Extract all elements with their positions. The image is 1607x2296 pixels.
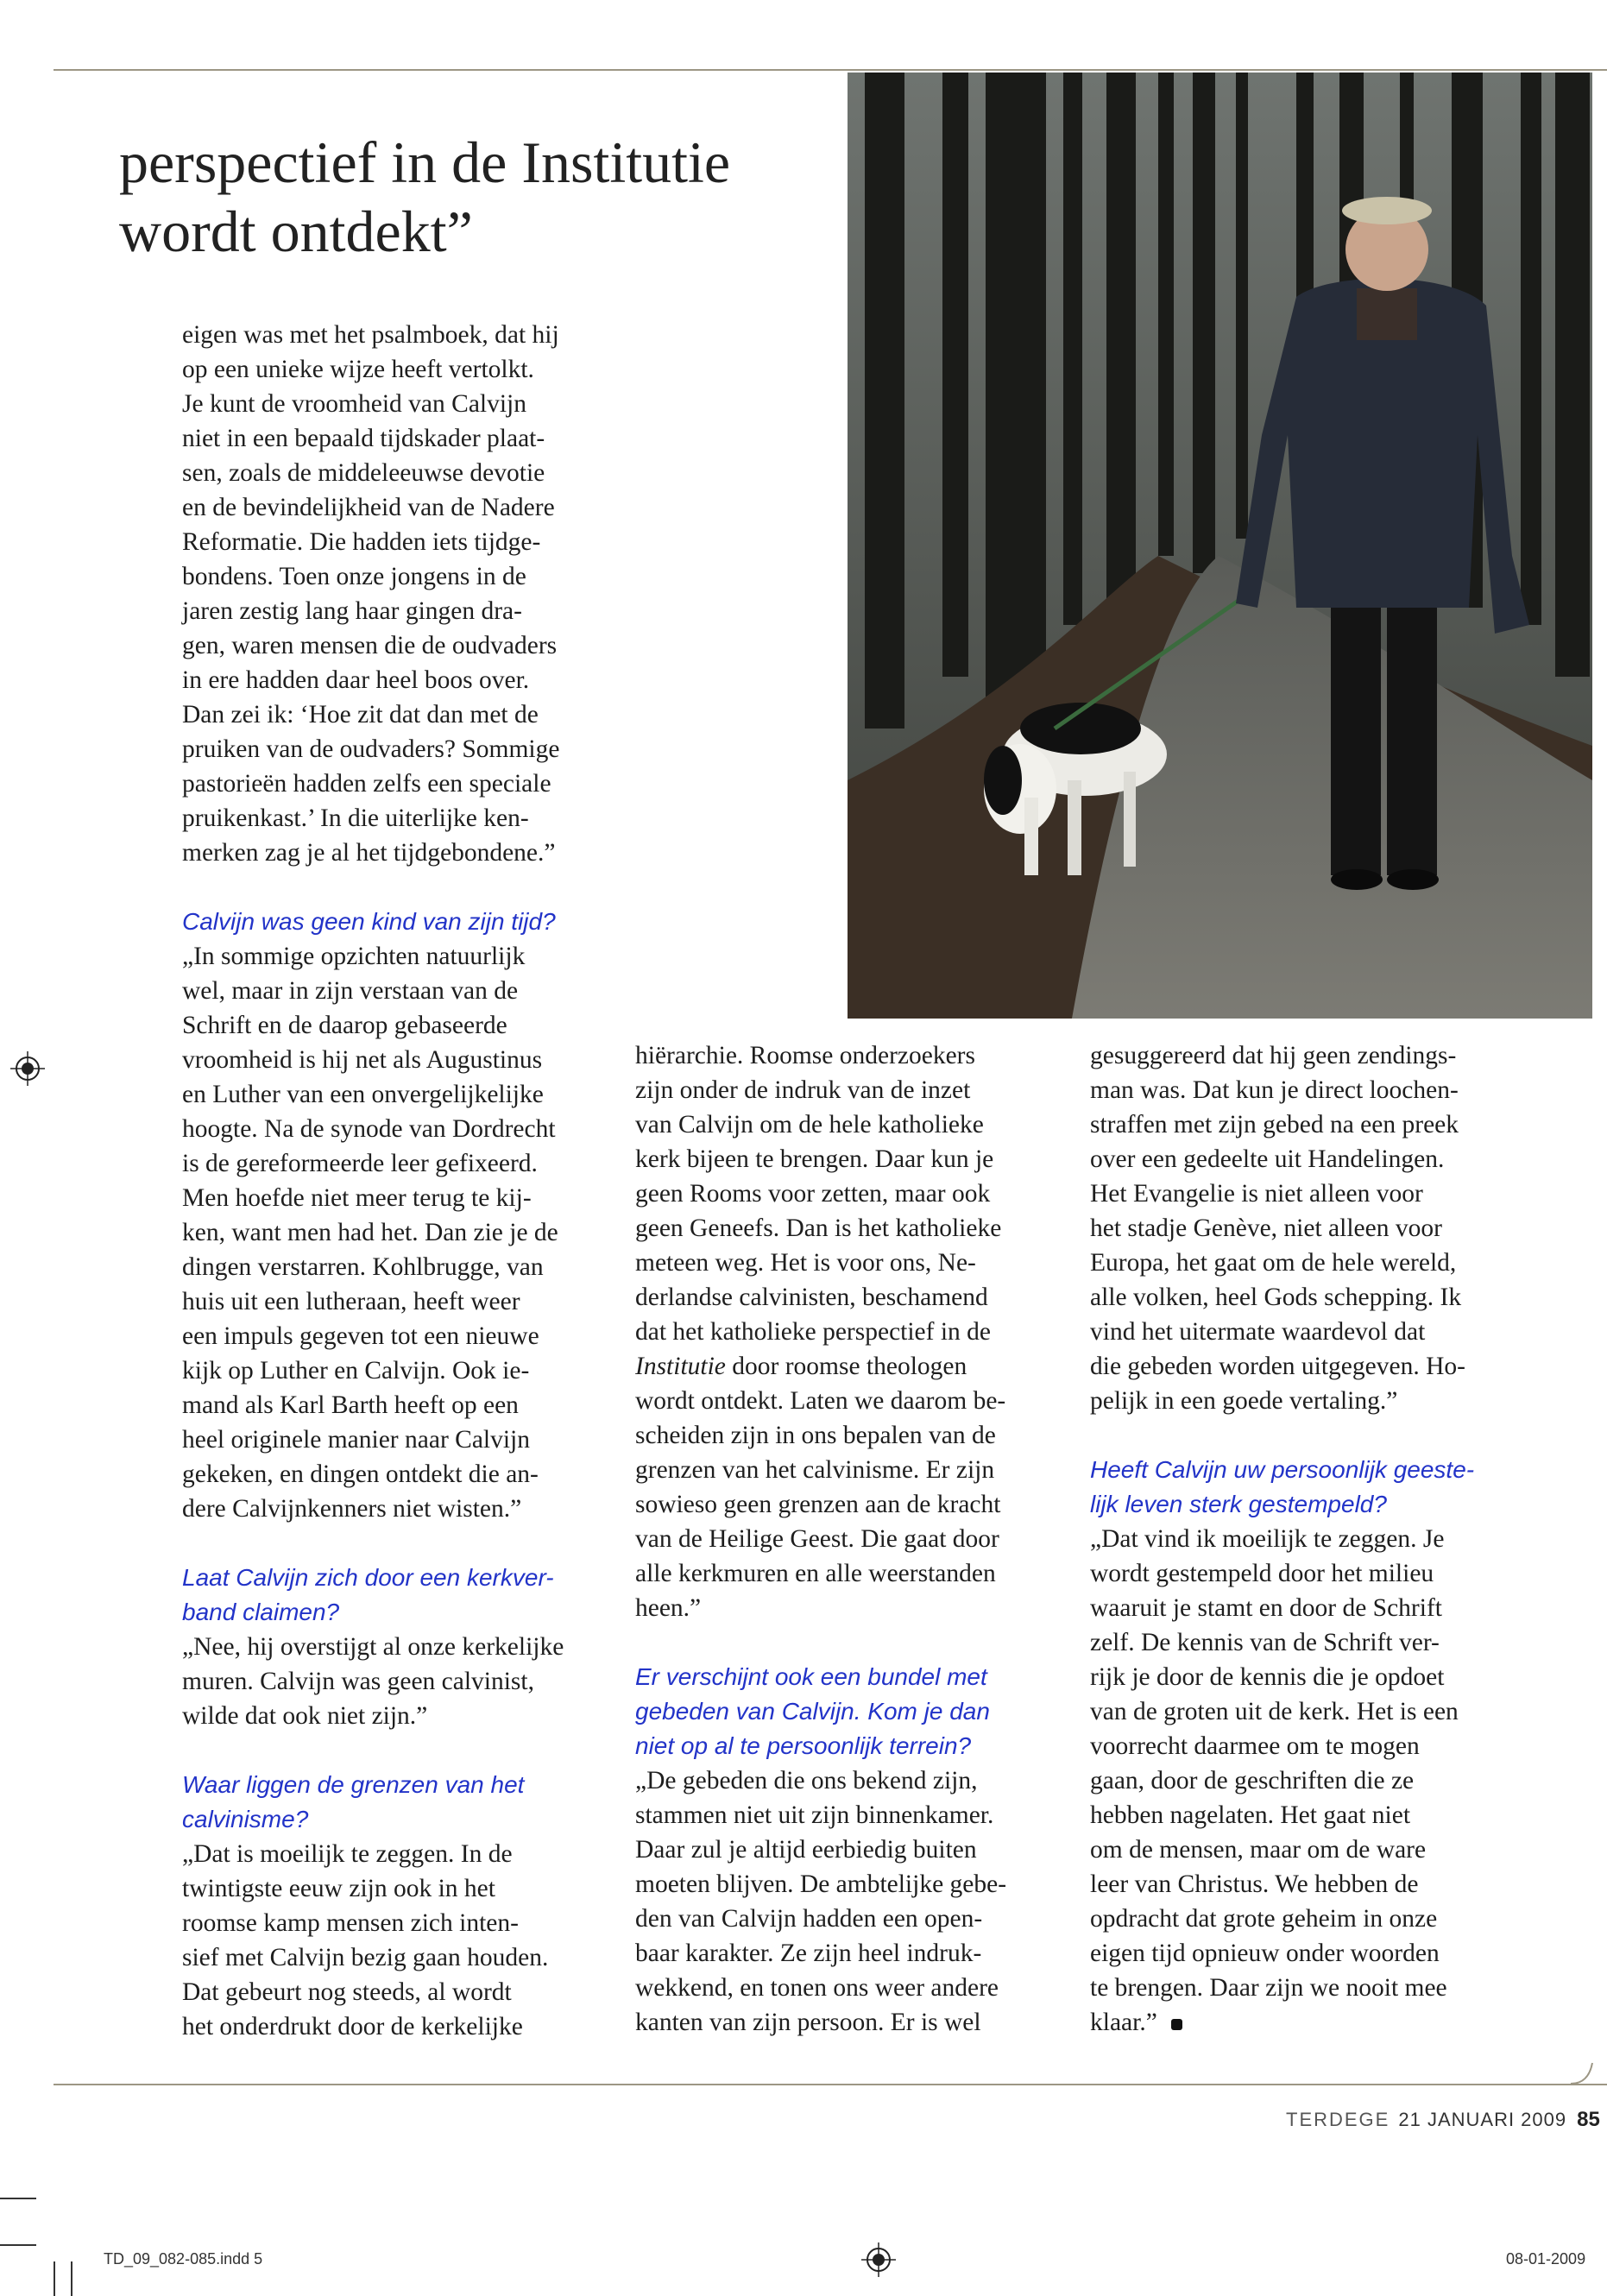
text-line: moeten blijven. De ambtelijke gebe- <box>635 1870 1007 1898</box>
column-1 <box>182 318 631 2044</box>
text-line: dat het katholieke perspectief in de <box>635 1318 992 1346</box>
text-line: „Dat vind ik moeilijk te zeggen. Je <box>1090 1525 1445 1553</box>
headline <box>119 128 844 266</box>
text-line: hiërarchie. Roomse onderzoekers <box>635 1042 975 1069</box>
text-line: gesuggereerd dat hij geen zendings- <box>1090 1042 1457 1069</box>
text-line: Het Evangelie is niet alleen voor <box>1090 1180 1423 1208</box>
text-line: zijn onder de indruk van de inzet <box>635 1076 971 1104</box>
question-line: niet op al te persoonlijk terrein? <box>635 1732 972 1759</box>
text-line: baar karakter. Ze zijn heel indruk- <box>635 1940 982 1967</box>
text-line: het onderdrukt door de kerkelijke <box>182 2013 523 2041</box>
text-line: kerk bijeen te brengen. Daar kun je <box>635 1145 994 1173</box>
spacer <box>635 1625 1084 1660</box>
text-line: gekeken, en dingen ontdekt die an- <box>182 1460 539 1488</box>
spacer <box>182 870 631 905</box>
text-line: pruiken van de oudvaders? Sommige <box>182 735 560 763</box>
text-line <box>635 1349 1084 1384</box>
question-line: Waar liggen de grenzen van het <box>182 1771 525 1798</box>
text-line: eigen was met het psalmboek, dat hij <box>182 321 559 349</box>
question-line: band claimen? <box>182 1599 340 1625</box>
text-line: waaruit je stamt en door de Schrift <box>1090 1594 1442 1622</box>
spacer <box>182 1733 631 1768</box>
text-fragment: door roomse theologen <box>725 1353 967 1380</box>
text-line: wordt ontdekt” <box>119 199 473 264</box>
question-line: gebeden van Calvijn. Kom je dan <box>635 1698 990 1725</box>
page-number: 85 <box>1577 2108 1600 2131</box>
text-line: eigen tijd opnieuw onder woorden <box>1090 1940 1440 1967</box>
text-line: ken, want men had het. Dan zie je de <box>182 1219 558 1246</box>
text-line: den van Calvijn hadden een open- <box>635 1905 983 1933</box>
question-line: Er verschijnt ook een bundel met <box>635 1663 987 1690</box>
paragraph <box>182 318 631 870</box>
issue-date: 21 JANUARI 2009 <box>1398 2109 1567 2130</box>
text-line: Dat gebeurt nog steeds, al wordt <box>182 1978 512 2006</box>
question-line: Heeft Calvijn uw persoonlijk geeste- <box>1090 1456 1475 1483</box>
bottom-rule <box>54 2084 1607 2085</box>
paragraph <box>635 1763 1084 2040</box>
spacer <box>1090 1418 1573 1453</box>
last-line: klaar.” <box>1090 2009 1157 2036</box>
text-line: vind het uitermate waardevol dat <box>1090 1318 1426 1346</box>
paragraph <box>182 939 631 1526</box>
spacer <box>182 1526 631 1561</box>
text-line: muren. Calvijn was geen calvinist, <box>182 1668 534 1695</box>
registration-mark-icon <box>10 1051 45 1086</box>
text-line: vroomheid is hij net als Augustinus <box>182 1046 543 1074</box>
text-line: en de bevindelijkheid van de Nadere <box>182 494 555 521</box>
crop-mark <box>0 2198 36 2199</box>
paragraph <box>182 1630 631 1733</box>
paragraph <box>1090 1522 1573 2005</box>
text-line: Europa, het gaat om de hele wereld, <box>1090 1249 1457 1277</box>
paragraph <box>635 1384 1084 1625</box>
text-line: wel, maar in zijn verstaan van de <box>182 977 519 1005</box>
interview-question <box>635 1660 1084 1763</box>
interview-question <box>182 1561 631 1630</box>
photo-man-walking-dog <box>848 73 1592 1019</box>
text-line: kijk op Luther en Calvijn. Ook ie- <box>182 1357 530 1385</box>
column-2 <box>635 1038 1084 2040</box>
text-line: pastorieën hadden zelfs een speciale <box>182 770 551 798</box>
text-line: voorrecht daarmee om te mogen <box>1090 1732 1420 1760</box>
page-footer <box>1286 2108 1600 2132</box>
text-line: die gebeden worden uitgegeven. Ho- <box>1090 1353 1465 1380</box>
text-line: sowieso geen grenzen aan de kracht <box>635 1491 1001 1518</box>
text-line: en Luther van een onvergelijkelijke <box>182 1081 544 1108</box>
text-line: wordt ontdekt. Laten we daarom be- <box>635 1387 1006 1415</box>
text-line: heel originele manier naar Calvijn <box>182 1426 531 1454</box>
text-line: roomse kamp mensen zich inten- <box>182 1909 519 1937</box>
text-line: meteen weg. Het is voor ons, Ne- <box>635 1249 976 1277</box>
text-line: van de Heilige Geest. Die gaat door <box>635 1525 999 1553</box>
text-line: zelf. De kennis van de Schrift ver- <box>1090 1629 1440 1656</box>
text-line: „In sommige opzichten natuurlijk <box>182 943 526 970</box>
text-line: in ere hadden daar heel boos over. <box>182 666 530 694</box>
top-rule <box>54 69 1607 71</box>
column-3 <box>1090 1038 1573 2040</box>
text-line: alle kerkmuren en alle weerstanden <box>635 1560 996 1587</box>
text-line: jaren zestig lang haar gingen dra- <box>182 597 522 625</box>
interview-question <box>182 1768 631 1837</box>
paragraph <box>635 1038 1084 1349</box>
text-line <box>1090 2005 1573 2040</box>
text-line: „Nee, hij overstijgt al onze kerkelijke <box>182 1633 564 1661</box>
text-line: gen, waren mensen die de oudvaders <box>182 632 558 659</box>
text-line: wilde dat ook niet zijn.” <box>182 1702 428 1730</box>
text-line: „Dat is moeilijk te zeggen. In de <box>182 1840 513 1868</box>
text-line: leer van Christus. We hebben de <box>1090 1870 1419 1898</box>
text-line: alle volken, heel Gods schepping. Ik <box>1090 1284 1462 1311</box>
interview-question <box>1090 1453 1573 1522</box>
text-line: Je kunt de vroomheid van Calvijn <box>182 390 526 418</box>
end-of-article-icon <box>1171 2019 1182 2030</box>
text-line: hebben nagelaten. Het gaat niet <box>1090 1801 1411 1829</box>
text-line: is de gereformeerde leer gefixeerd. <box>182 1150 538 1177</box>
text-line: scheiden zijn in ons bepalen van de <box>635 1422 996 1449</box>
text-line: „De gebeden die ons bekend zijn, <box>635 1767 978 1795</box>
text-line: pelijk in een goede vertaling.” <box>1090 1387 1398 1415</box>
text-line: twintigste eeuw zijn ook in het <box>182 1875 495 1902</box>
text-line: Daar zul je altijd eerbiedig buiten <box>635 1836 977 1864</box>
slug-date: 08-01-2009 <box>1506 2250 1586 2268</box>
text-line: wordt gestempeld door het milieu <box>1090 1560 1434 1587</box>
text-line: rijk je door de kennis die je opdoet <box>1090 1663 1445 1691</box>
text-line: op een unieke wijze heeft vertolkt. <box>182 356 534 383</box>
text-line: man was. Dat kun je direct loochen- <box>1090 1076 1459 1104</box>
text-line: stammen niet uit zijn binnenkamer. <box>635 1801 994 1829</box>
text-line: pruikenkast.’ In die uiterlijke ken- <box>182 804 529 832</box>
text-line: te brengen. Daar zijn we nooit mee <box>1090 1974 1447 2002</box>
text-line: geen Rooms voor zetten, maar ook <box>635 1180 991 1208</box>
text-line: bondens. Toen onze jongens in de <box>182 563 526 590</box>
crop-mark <box>0 2244 36 2246</box>
crop-mark <box>54 2261 55 2296</box>
text-line: Men hoefde niet meer terug te kij- <box>182 1184 532 1212</box>
text-line: geen Geneefs. Dan is het katholieke <box>635 1214 1002 1242</box>
question-line: Calvijn was geen kind van zijn tijd? <box>182 908 556 935</box>
question-line: lijk leven sterk gestempeld? <box>1090 1491 1387 1517</box>
text-line: sen, zoals de middeleeuwse devotie <box>182 459 545 487</box>
text-line: merken zag je al het tijdgebondene.” <box>182 839 556 867</box>
paragraph <box>1090 1038 1573 1418</box>
text-line: dere Calvijnkenners niet wisten.” <box>182 1495 522 1523</box>
text-line: van de groten uit de kerk. Het is een <box>1090 1698 1459 1725</box>
registration-mark-icon <box>861 2242 896 2277</box>
text-line: perspectief in de Institutie <box>119 129 731 195</box>
text-line: kanten van zijn persoon. Er is wel <box>635 2009 981 2036</box>
text-line: Reformatie. Die hadden iets tijdge- <box>182 528 541 556</box>
text-line: dingen verstarren. Kohlbrugge, van <box>182 1253 544 1281</box>
text-line: Schrift en de daarop gebaseerde <box>182 1012 507 1039</box>
text-line: grenzen van het calvinisme. Er zijn <box>635 1456 995 1484</box>
italic-title: Institutie <box>635 1353 726 1380</box>
text-line: over een gedeelte uit Handelingen. <box>1090 1145 1445 1173</box>
page-curl-icon <box>1571 2054 1592 2106</box>
slug-filename: TD_09_082-085.indd 5 <box>104 2250 263 2268</box>
question-line: calvinisme? <box>182 1806 309 1832</box>
text-line: huis uit een lutheraan, heeft weer <box>182 1288 520 1315</box>
text-line: om de mensen, maar om de ware <box>1090 1836 1427 1864</box>
text-line: van Calvijn om de hele katholieke <box>635 1111 984 1139</box>
text-line: een impuls gegeven tot een nieuwe <box>182 1322 539 1350</box>
paragraph <box>182 1837 631 2044</box>
text-line: heen.” <box>635 1594 702 1622</box>
magazine-name: TERDEGE <box>1286 2109 1390 2130</box>
text-line: sief met Calvijn bezig gaan houden. <box>182 1944 549 1971</box>
text-line: niet in een bepaald tijdskader plaat- <box>182 425 545 452</box>
photo-illustration <box>848 73 1592 1019</box>
text-line: wekkend, en tonen ons weer andere <box>635 1974 999 2002</box>
text-line: het stadje Genève, niet alleen voor <box>1090 1214 1442 1242</box>
question-line: Laat Calvijn zich door een kerkver- <box>182 1564 554 1591</box>
text-line: derlandse calvinisten, beschamend <box>635 1284 988 1311</box>
text-line: Dan zei ik: ‘Hoe zit dat dan met de <box>182 701 539 729</box>
text-line: mand als Karl Barth heeft op een <box>182 1391 519 1419</box>
interview-question <box>182 905 631 939</box>
crop-mark <box>71 2261 72 2296</box>
text-line: straffen met zijn gebed na een preek <box>1090 1111 1459 1139</box>
text-line: hoogte. Na de synode van Dordrecht <box>182 1115 556 1143</box>
text-line: opdracht dat grote geheim in onze <box>1090 1905 1438 1933</box>
text-line: gaan, door de geschriften die ze <box>1090 1767 1415 1795</box>
